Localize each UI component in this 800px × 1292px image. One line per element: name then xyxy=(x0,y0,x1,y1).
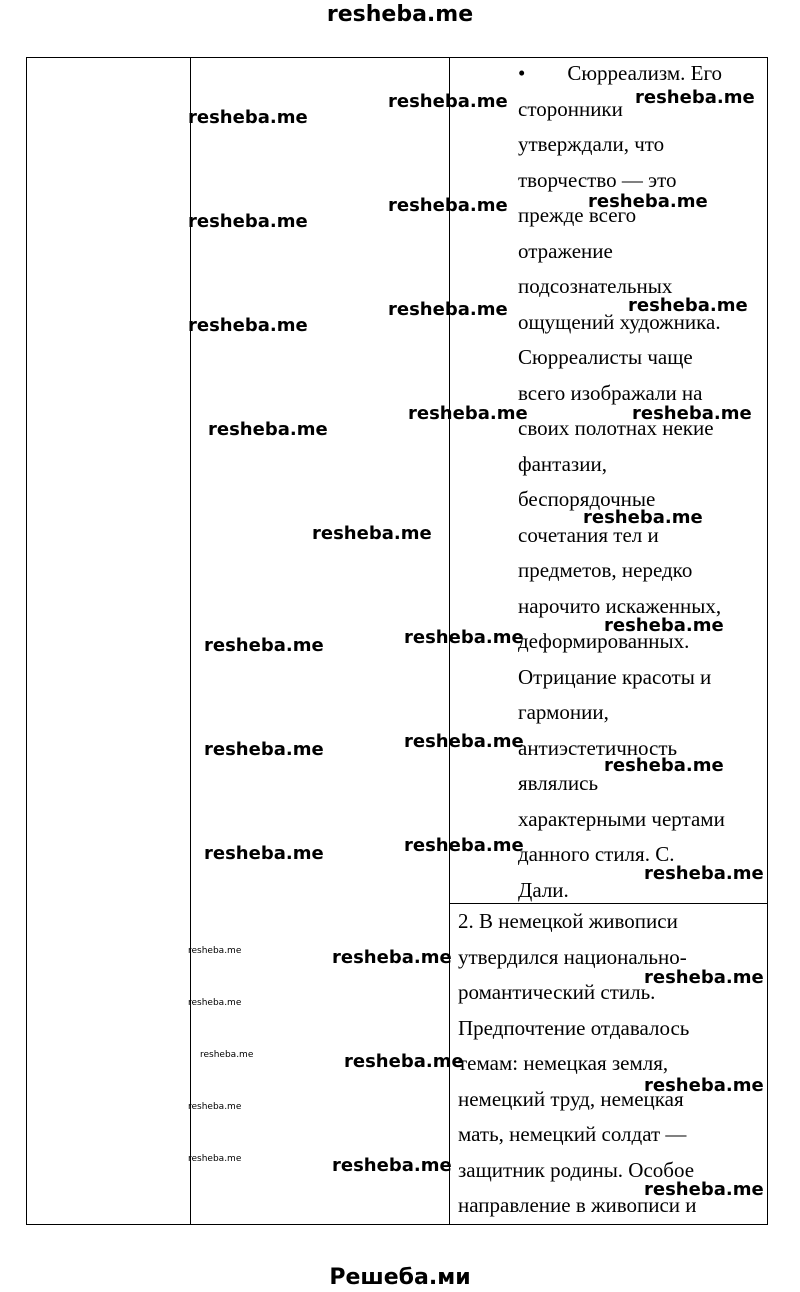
watermark: resheba.me xyxy=(644,863,764,884)
column-divider-1 xyxy=(190,57,191,1225)
watermark: resheba.me xyxy=(188,211,308,232)
site-header: resheba.me xyxy=(326,2,474,27)
text-line: утвердился национально- xyxy=(458,944,687,969)
text-line: прежде всего xyxy=(518,203,637,227)
watermark: resheba.me xyxy=(604,755,724,776)
watermark: resheba.me xyxy=(644,967,764,988)
watermark: resheba.me xyxy=(404,835,524,856)
text-line: Отрицание красоты и xyxy=(518,664,712,689)
text-line: всего изображали на xyxy=(518,380,703,405)
text-line: деформированных. xyxy=(518,629,690,653)
watermark: resheba.me xyxy=(583,507,703,528)
text-line: творчество — это xyxy=(518,167,677,192)
text-line: 2. В немецкой живописи xyxy=(458,909,678,933)
text-line: антиэстетичность xyxy=(518,735,678,760)
watermark: resheba.me xyxy=(408,403,528,424)
watermark: resheba.me xyxy=(188,107,308,128)
watermark-small: resheba.me xyxy=(200,1050,254,1060)
text-line: Сюрреалисты чаще xyxy=(518,345,693,369)
text-line: темам: немецкая земля, xyxy=(458,1051,669,1075)
watermark: resheba.me xyxy=(204,739,324,760)
watermark: resheba.me xyxy=(388,299,508,320)
text-line: сторонники xyxy=(518,96,623,121)
watermark: resheba.me xyxy=(628,295,748,316)
watermark: resheba.me xyxy=(312,523,432,544)
watermark: resheba.me xyxy=(644,1075,764,1096)
text-line: предметов, нередко xyxy=(518,558,693,582)
text-line: являлись xyxy=(518,771,599,795)
text-line: направление в живописи и xyxy=(458,1193,697,1217)
text-line: нарочито искаженных, xyxy=(518,593,722,618)
watermark-small: resheba.me xyxy=(188,946,242,956)
text-line: ощущений художника. xyxy=(518,309,721,334)
watermark: resheba.me xyxy=(604,615,724,636)
watermark-small: resheba.me xyxy=(188,998,242,1008)
watermark: resheba.me xyxy=(588,191,708,212)
cell-german-text xyxy=(458,904,697,1224)
text-line: беспорядочные xyxy=(518,487,656,511)
text-line: защитник родины. Особое xyxy=(458,1157,695,1182)
watermark: resheba.me xyxy=(404,731,524,752)
text-line: своих полотнах некие xyxy=(518,416,714,440)
text-line: характерными чертами xyxy=(518,806,725,831)
text-line: данного стиля. С. xyxy=(518,842,675,866)
text-line: утверждали, что xyxy=(518,132,665,156)
watermark: resheba.me xyxy=(404,627,524,648)
text-line: немецкий труд, немецкая xyxy=(458,1086,684,1111)
text-line: • Сюрреализм. Его xyxy=(518,61,723,85)
watermark: resheba.me xyxy=(632,403,752,424)
watermark: resheba.me xyxy=(644,1179,764,1200)
text-line: сочетания тел и xyxy=(518,522,659,547)
watermark-small: resheba.me xyxy=(188,1154,242,1164)
watermark: resheba.me xyxy=(208,419,328,440)
text-line: мать, немецкий солдат — xyxy=(458,1122,687,1146)
watermark: resheba.me xyxy=(344,1051,464,1072)
watermark: resheba.me xyxy=(388,195,508,216)
text-line: Предпочтение отдавалось xyxy=(458,1015,690,1040)
watermark: resheba.me xyxy=(204,843,324,864)
watermark: resheba.me xyxy=(332,947,452,968)
watermark: resheba.me xyxy=(332,1155,452,1176)
watermark: resheba.me xyxy=(204,635,324,656)
text-line: романтический стиль. xyxy=(458,980,656,1004)
site-footer: Решеба.ми xyxy=(329,1265,471,1290)
text-line: фантазии, xyxy=(518,451,607,476)
text-line: отражение xyxy=(518,238,613,263)
text-line: Дали. xyxy=(518,877,569,902)
watermark-small: resheba.me xyxy=(188,1102,242,1112)
text-line: гармонии, xyxy=(518,700,609,724)
watermark: resheba.me xyxy=(635,87,755,108)
cell-surrealism-text xyxy=(518,56,725,908)
watermark: resheba.me xyxy=(388,91,508,112)
watermark: resheba.me xyxy=(188,315,308,336)
text-line: подсознательных xyxy=(518,274,673,298)
